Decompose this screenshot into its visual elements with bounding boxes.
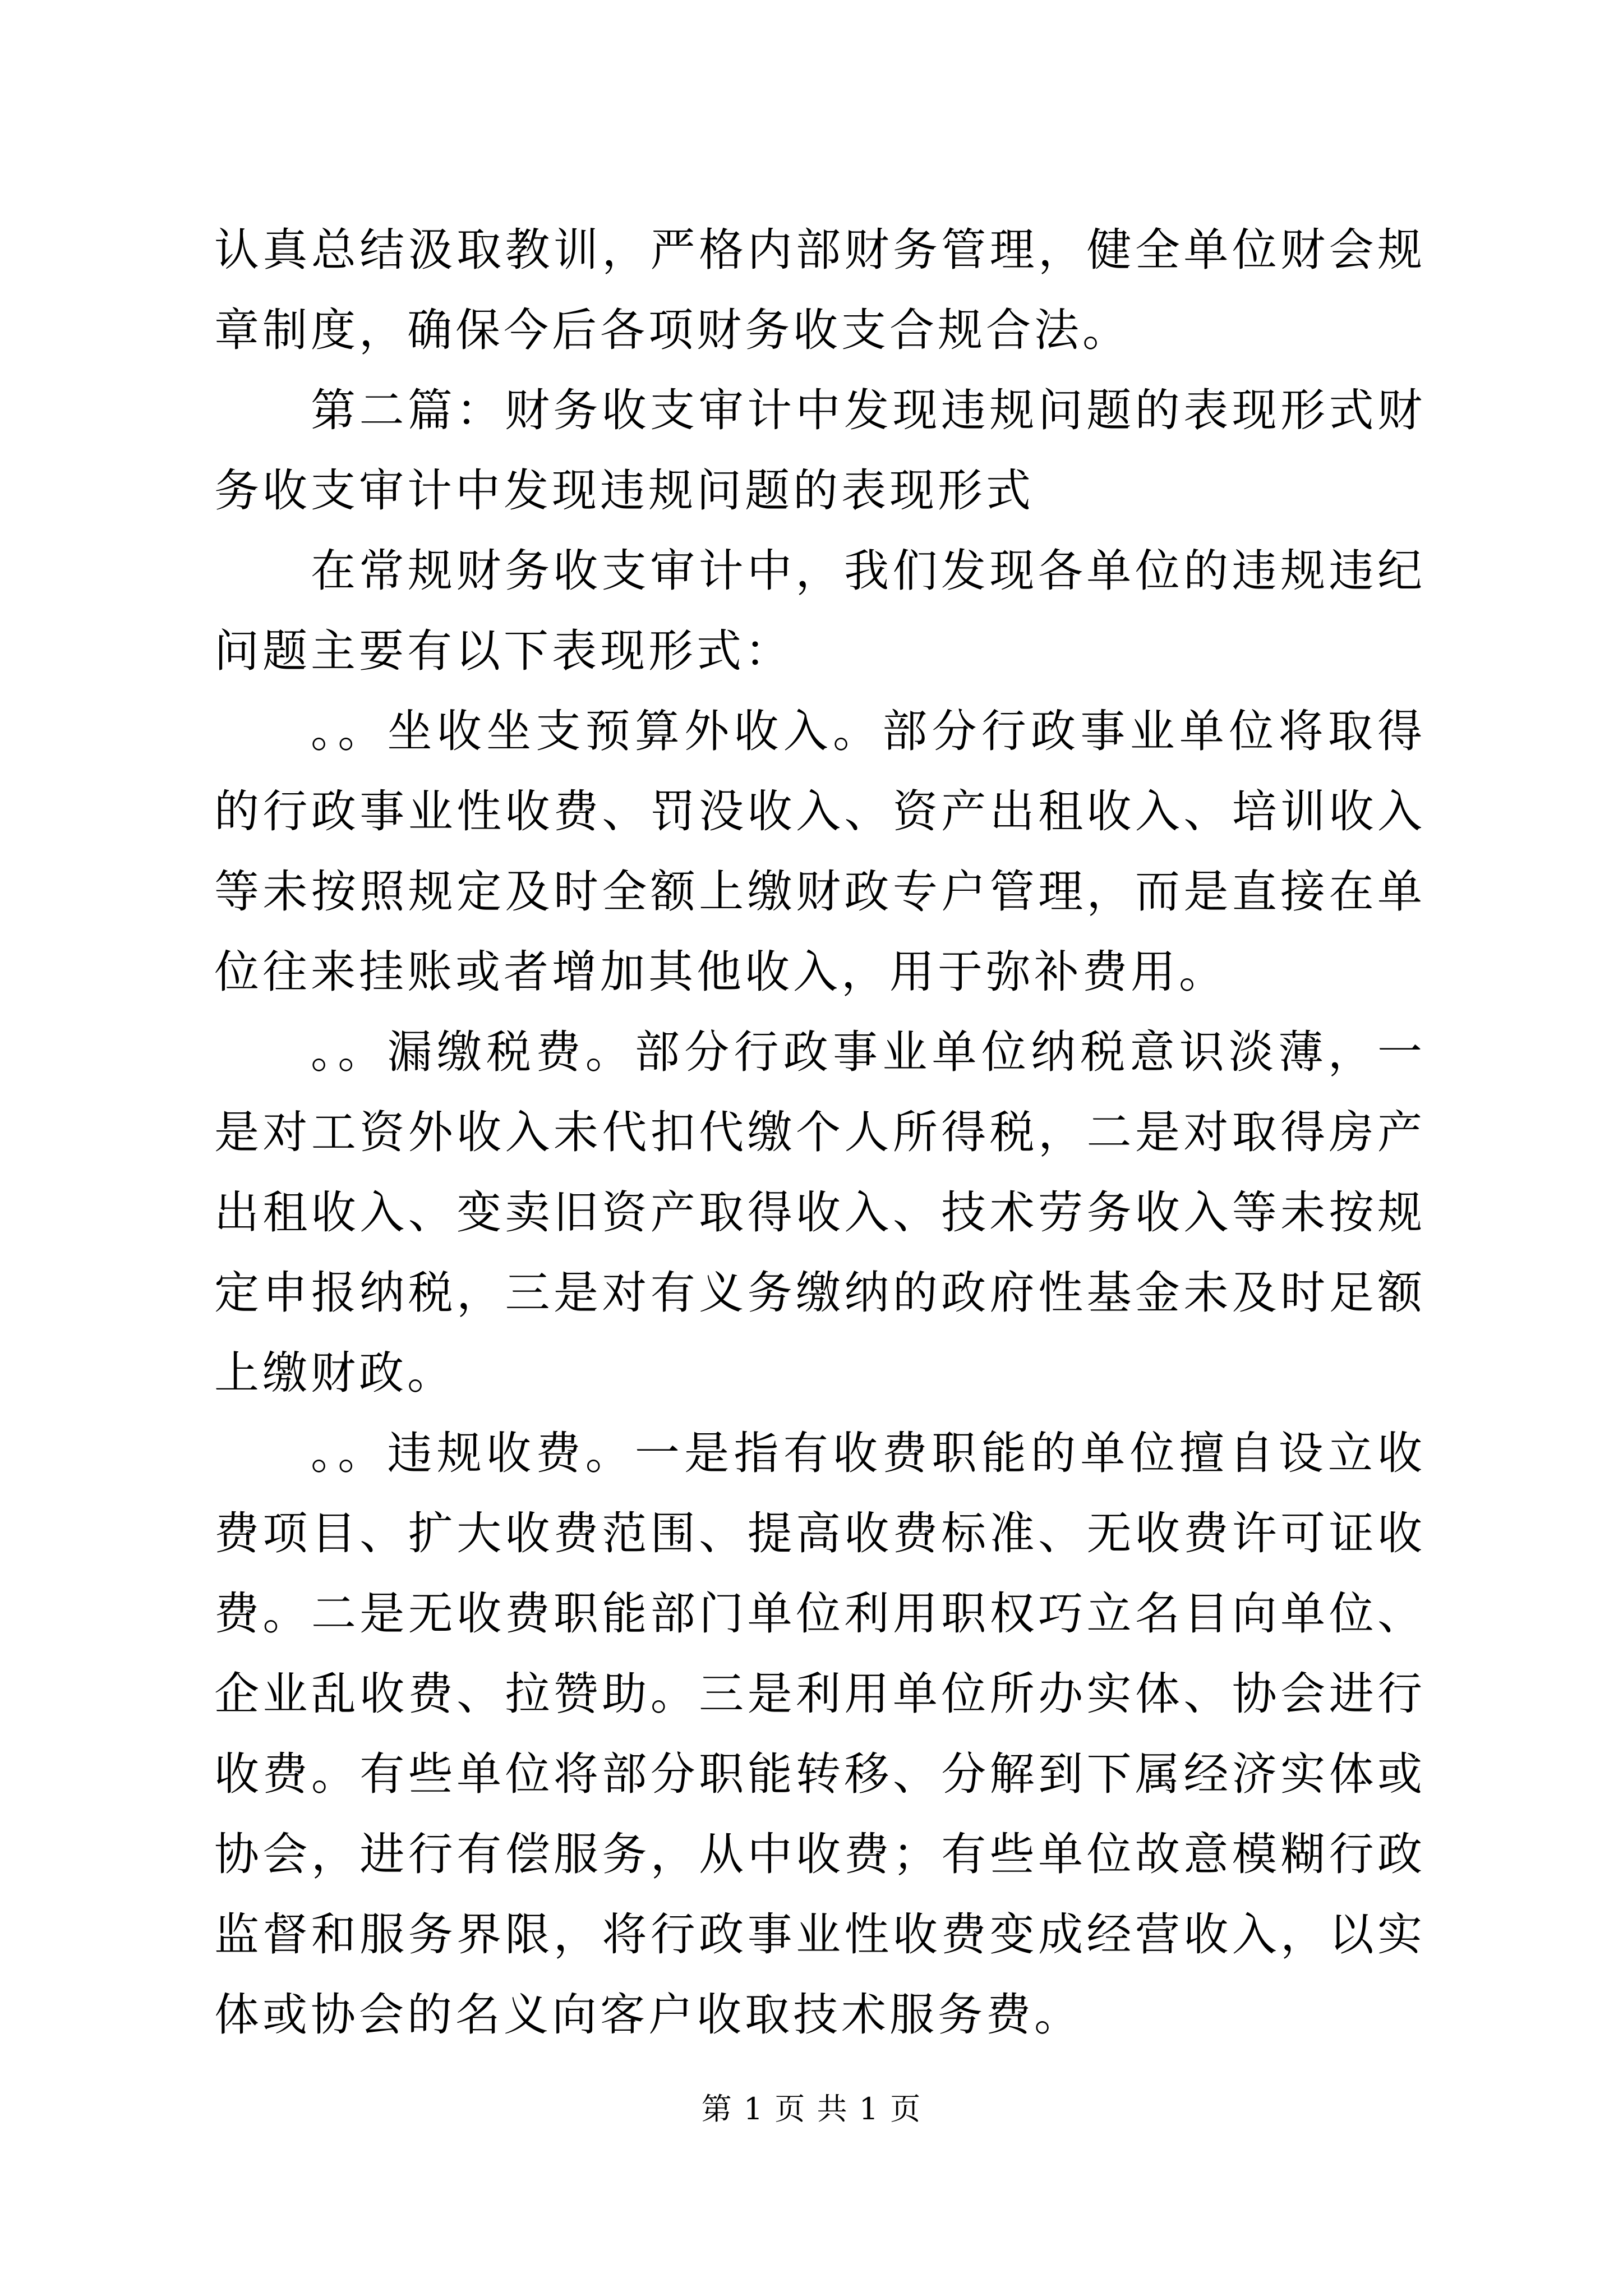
document-body [214,210,1426,2055]
paragraph-continuation: 认真总结汲取教训，严格内部财务管理，健全单位财会规章制度，确保今后各项财务收支合规合法。 [214,224,1426,356]
paragraph-item-3: 。。违规收费。一是指有收费职能的单位擅自设立收费项目、扩大收费范围、提高收费标准、无收费许可证收费。二是无收费职能部门单位利用职权巧立名目向单位、企业乱收费、拉赞助。三是利用单位所办实体、协会进行收费。有些单位将部分职能转移、分解到下属经济实体或协会，进行有偿服务，从中收费；有些单位故意模糊行政监督和服务界限，将行政事业性收费变成经营收入，以实体或协会的名义向客户收取技术服务费。 [214,1427,1426,2041]
paragraph-item-2: 。。漏缴税费。部分行政事业单位纳税意识淡薄，一是对工资外收入未代扣代缴个人所得税，二是对取得房产出租收入、变卖旧资产取得收入、技术劳务收入等未按规定申报纳税，三是对有义务缴纳的政府性基金未及时足额上缴财政。 [214,1026,1426,1399]
paragraph-section-title: 第二篇：财务收支审计中发现违规问题的表现形式财务收支审计中发现违规问题的表现形式 [214,384,1426,517]
paragraph-intro: 在常规财务收支审计中，我们发现各单位的违规违纪问题主要有以下表现形式： [214,545,1426,677]
page-footer: 第 1 页 共 1 页 [701,2091,922,2127]
paragraph-item-1: 。。坐收坐支预算外收入。部分行政事业单位将取得的行政事业性收费、罚没收入、资产出租收入、培训收入等未按照规定及时全额上缴财政专户管理，而是直接在单位往来挂账或者增加其他收入，用于弥补费用。 [214,705,1426,998]
